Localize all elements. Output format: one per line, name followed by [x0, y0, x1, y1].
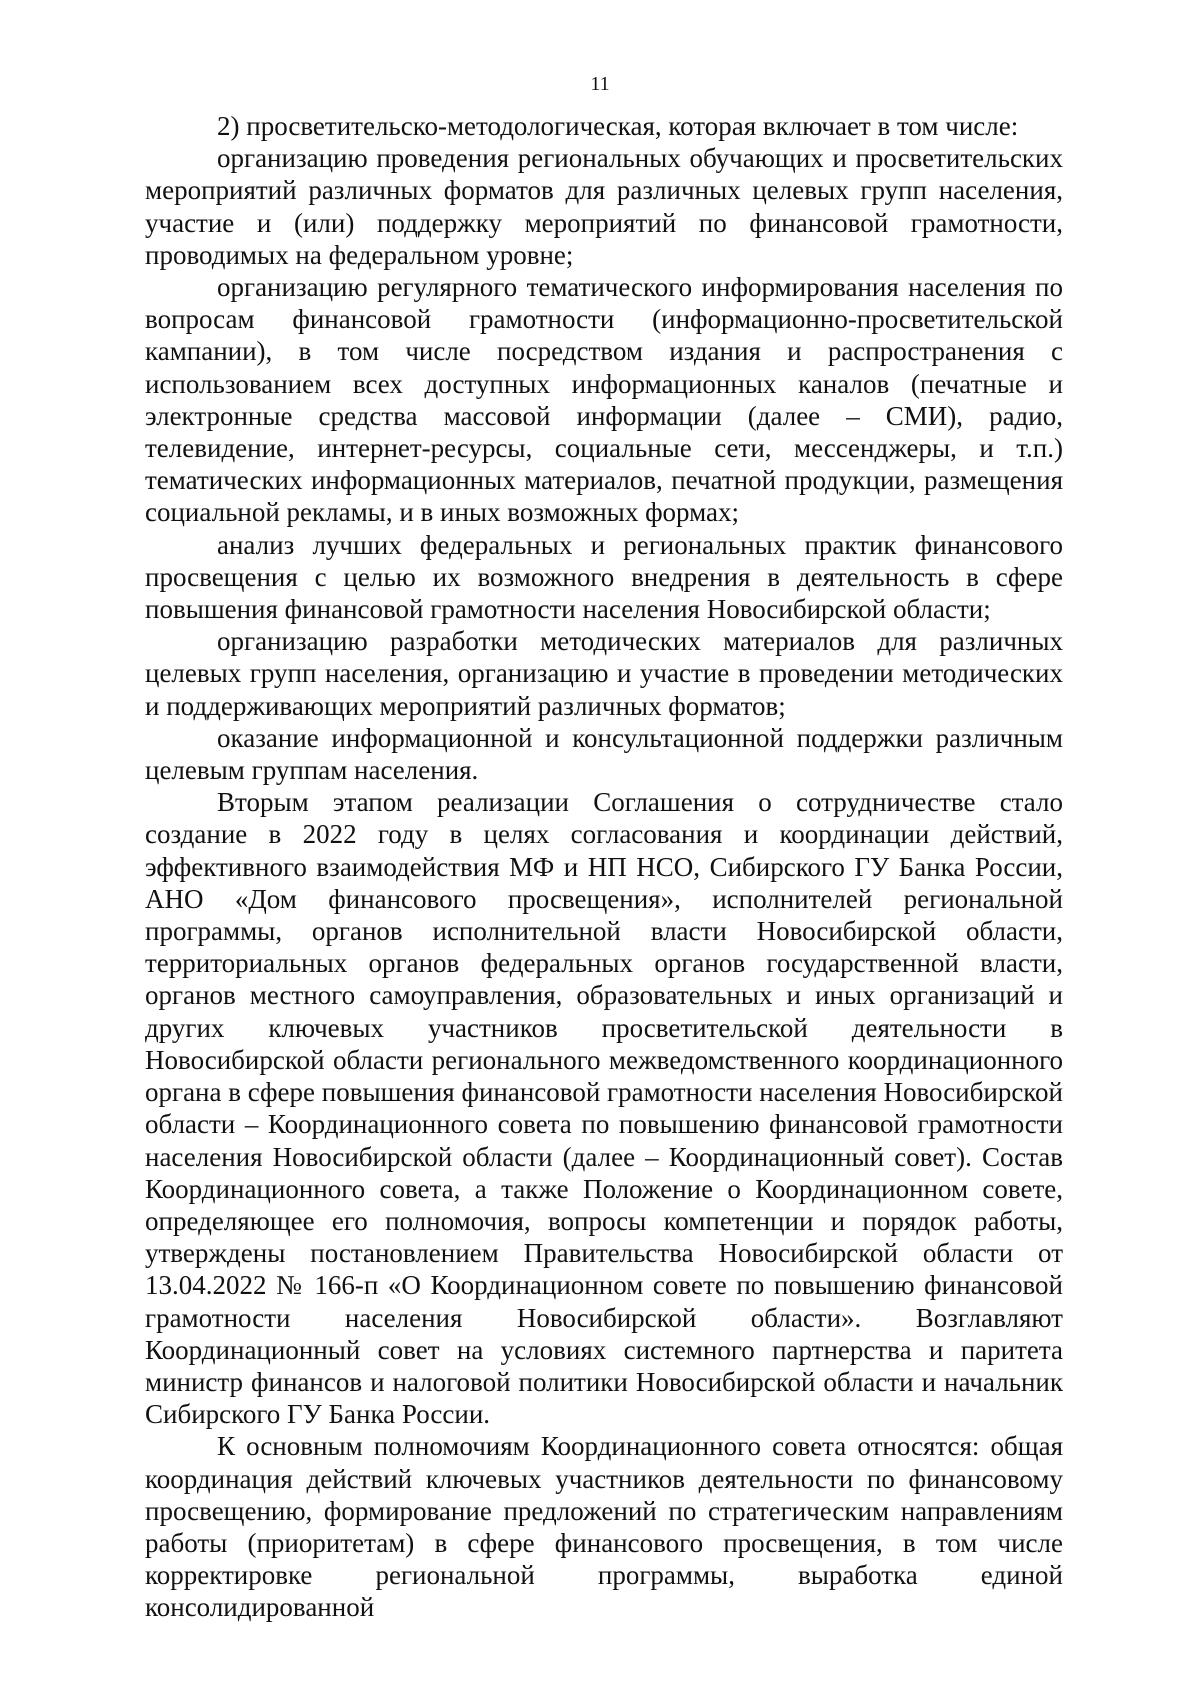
paragraph-council-powers: К основным полномочиям Координационного совета относятся: общая координация действий ключевых участников деятельности по финансовому просвещению, формирование предложений по стратегическим направлениям работы (приоритетам) в сфере финансового просвещения, в том числе корректировке региональной программы, выработка единой консолидированной: [145, 1431, 1063, 1623]
paragraph-support: оказание информационной и консультационной поддержки различным целевым группам населения.: [145, 722, 1063, 786]
page-number: 11: [590, 73, 610, 95]
paragraph-best-practices: анализ лучших федеральных и региональных практик финансового просвещения с целью их возможного внедрения в деятельность в сфере повышения финансовой грамотности населения Новосибирской области;: [145, 529, 1063, 625]
document-body: [145, 110, 1063, 1624]
paragraph-coordination-council: Вторым этапом реализации Соглашения о сотрудничестве стало создание в 2022 году в целях согласования и координации действий, эффективного взаимодействия МФ и НП НСО, Сибирского ГУ Банка России, АНО «Дом финансового просвещения», исполнителей региональной программы, органов исполнительной власти Новосибирской области, территориальных органов федеральных органов государственной власти, органов местного самоуправления, образовательных и иных организаций и других ключевых участников просветительской деятельности в Новосибирской области регионального межведомственного координационного органа в сфере повышения финансовой грамотности населения Новосибирской области – Координационного совета по повышению финансовой грамотности населения Новосибирской области (далее – Координационный совет). Состав Координационного совета, а также Положение о Координационном совете, определяющее его полномочия, вопросы компетенции и порядок работы, утверждены постановлением Правительства Новосибирской области от 13.04.2022 № 166-п «О Координационном совете по повышению финансовой грамотности населения Новосибирской области». Возглавляют Координационный совет на условиях системного партнерства и паритета министр финансов и налоговой политики Новосибирской области и начальник Сибирского ГУ Банка России.: [145, 787, 1063, 1430]
paragraph-informing: организацию регулярного тематического информирования населения по вопросам финансовой грамотности (информационно-просветительской кампании), в том числе посредством издания и распространения с использованием всех доступных информационных каналов (печатные и электронные средства массовой информации (далее – СМИ), радио, телевидение, интернет-ресурсы, социальные сети, мессенджеры, и т.п.) тематических информационных материалов, печатной продукции, размещения социальной рекламы, и в иных возможных формах;: [145, 272, 1063, 528]
paragraph-events: организацию проведения региональных обучающих и просветительских мероприятий различных форматов для различных целевых групп населения, участие и (или) поддержку мероприятий по финансовой грамотности, проводимых на федеральном уровне;: [145, 143, 1063, 270]
paragraph-methodical-materials: организацию разработки методических материалов для различных целевых групп населения, организацию и участие в проведении методических и поддерживающих мероприятий различных форматов;: [145, 626, 1063, 721]
paragraph-activity-type: 2) просветительско-методологическая, которая включает в том числе:: [217, 111, 1019, 141]
